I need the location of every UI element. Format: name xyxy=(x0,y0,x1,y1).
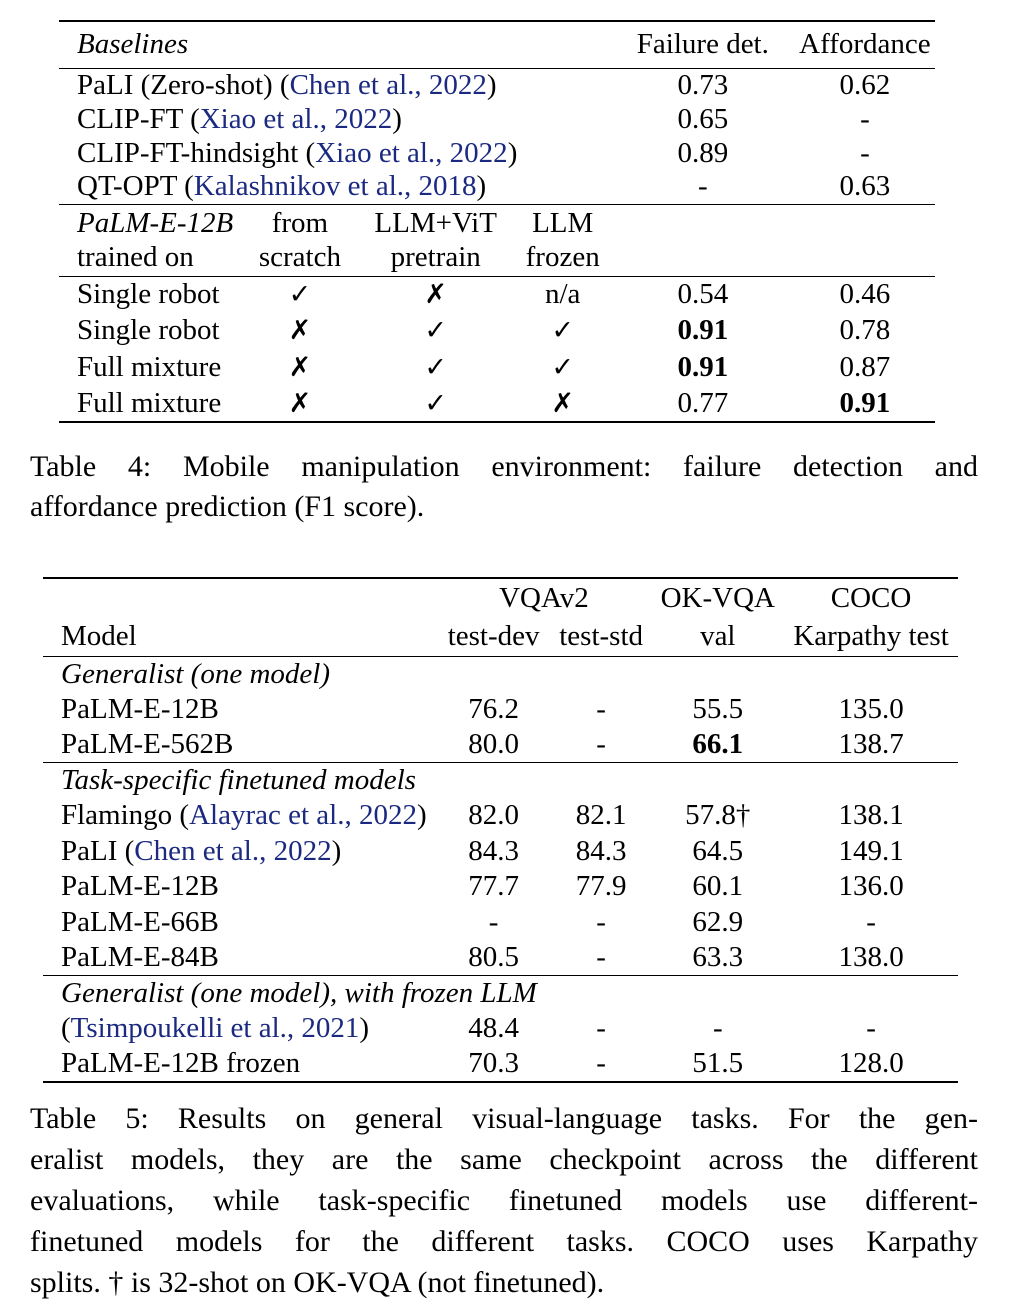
citation-link[interactable]: Xiao et al., 2022 xyxy=(315,136,508,169)
table-row xyxy=(59,136,935,170)
t5-header-test-std: test-std xyxy=(551,617,652,656)
cell-model: PaLM-E-562B xyxy=(61,728,234,760)
cell-model: PaLM-E-12B xyxy=(61,870,219,903)
cell-val: 62.9 xyxy=(692,905,744,938)
table-row-group-header xyxy=(43,578,958,617)
caption-line: Table 5: Results on general visual-language tasks. For the gen- xyxy=(30,1102,978,1135)
table-row xyxy=(43,1011,958,1047)
caption-line: splits. † is 32-shot on OK-VQA (not finetuned). xyxy=(30,1266,605,1299)
caption-line: evaluations, while task-specific finetuned models use different- xyxy=(30,1184,978,1217)
empty-cell xyxy=(795,204,935,276)
column-header-line: LLM xyxy=(532,207,594,239)
cell-test-dev: 80.0 xyxy=(468,728,519,760)
cell-val: 55.5 xyxy=(692,692,744,725)
t5-section-generalist: Generalist (one model) xyxy=(61,657,330,690)
cell-failure-det: 0.54 xyxy=(677,278,729,310)
table-row-section-header xyxy=(43,976,958,1012)
cell-test-dev: 82.0 xyxy=(468,799,519,832)
cell-coco: 128.0 xyxy=(838,1047,904,1080)
cell-llm-frozen: n/a xyxy=(544,278,581,310)
check-mark-icon: ✓ xyxy=(551,351,574,383)
cell-failure-det: 0.91 xyxy=(677,350,729,383)
citation-link[interactable]: Kalashnikov et al., 2018 xyxy=(193,170,477,203)
t4-header-baselines: Baselines xyxy=(59,21,611,68)
cross-mark-icon: ✗ xyxy=(424,279,447,310)
cell-test-std: - xyxy=(596,692,606,725)
citation-link[interactable]: Chen et al., 2022 xyxy=(134,834,332,867)
section-label-line2: trained on xyxy=(77,241,194,273)
model-name-suffix: ) xyxy=(392,102,402,135)
table-4-mobile-manipulation xyxy=(59,20,935,423)
model-name: Flamingo ( xyxy=(61,799,190,832)
table-row xyxy=(59,102,935,136)
check-mark-icon: ✓ xyxy=(551,315,574,347)
t4-baseline-label xyxy=(59,136,611,170)
cell-affordance: 0.91 xyxy=(839,386,891,419)
cell-test-dev: 80.5 xyxy=(468,941,519,973)
cell-val: 51.5 xyxy=(692,1047,744,1080)
cell-val: 63.3 xyxy=(692,941,744,973)
cell-test-std: 84.3 xyxy=(575,834,627,867)
cell-coco: 138.7 xyxy=(838,728,904,760)
t5-header-test-dev: test-dev xyxy=(436,617,550,656)
cell-test-dev: 77.7 xyxy=(468,870,519,903)
cell-coco: 138.0 xyxy=(838,941,904,973)
check-mark-icon: ✓ xyxy=(424,315,447,347)
cell-test-std: - xyxy=(596,1047,606,1080)
table-row xyxy=(59,21,935,68)
table-row-column-header xyxy=(43,617,958,656)
cell-test-dev: - xyxy=(488,905,499,938)
table-5-visual-language-results xyxy=(43,577,958,1083)
cell-val: 66.1 xyxy=(692,728,744,760)
table-row xyxy=(43,1047,958,1083)
column-header-line: pretrain xyxy=(390,241,481,273)
model-name: CLIP-FT ( xyxy=(77,102,200,135)
cell-coco: - xyxy=(866,1012,876,1045)
model-name-suffix: ) xyxy=(507,136,518,169)
t4-baseline-label xyxy=(59,170,611,204)
cell-failure-det: 0.91 xyxy=(677,314,729,347)
cell-test-std: 77.9 xyxy=(575,870,627,903)
t5-section-task-specific: Task-specific finetuned models xyxy=(43,763,958,799)
cell-val: 64.5 xyxy=(692,834,744,867)
t5-group-coco: COCO xyxy=(830,581,912,614)
cell-model: PaLM-E-84B xyxy=(61,941,219,973)
table-5-caption xyxy=(30,1098,978,1303)
cell-affordance: 0.63 xyxy=(795,170,935,204)
t4-header-llm-frozen xyxy=(515,204,611,276)
column-header-line: scratch xyxy=(258,241,341,273)
cell-affordance: 0.46 xyxy=(839,278,891,310)
table-row xyxy=(59,170,935,204)
t4-palme-header-label xyxy=(59,204,243,276)
t5-header-val: val xyxy=(651,617,784,656)
table-row-section-header xyxy=(59,204,935,276)
model-name-suffix: ) xyxy=(486,68,497,101)
cell-model: PaLM-E-12B frozen xyxy=(61,1047,301,1080)
table-row xyxy=(59,349,935,386)
citation-link[interactable]: Tsimpoukelli et al., 2021 xyxy=(70,1012,360,1045)
citation-link[interactable]: Xiao et al., 2022 xyxy=(199,102,393,135)
column-header-line: LLM+ViT xyxy=(374,207,497,239)
cell-affordance: 0.62 xyxy=(839,68,891,101)
empty-cell xyxy=(43,578,436,617)
cell-model xyxy=(43,834,436,870)
cross-mark-icon: ✗ xyxy=(288,387,312,419)
cross-mark-icon: ✗ xyxy=(288,315,312,347)
cell-test-dev: 76.2 xyxy=(468,692,519,725)
cell-model: PaLM-E-66B xyxy=(61,905,219,938)
t5-group-okvqa: OK-VQA xyxy=(660,581,775,614)
t4-header-failure-det: Failure det. xyxy=(611,21,795,68)
cell-trained-on: Full mixture xyxy=(77,350,222,383)
caption-line: affordance prediction (F1 score). xyxy=(30,490,425,523)
citation-link[interactable]: Chen et al., 2022 xyxy=(289,68,487,101)
model-name: PaLI ( xyxy=(61,834,135,867)
cell-model xyxy=(43,798,436,834)
model-name: CLIP-FT-hindsight ( xyxy=(77,136,316,169)
table-row-section-header xyxy=(43,656,958,692)
cell-coco: - xyxy=(866,905,876,938)
cell-val: - xyxy=(712,1012,723,1045)
cell-test-dev: 48.4 xyxy=(468,1012,519,1045)
check-mark-icon: ✓ xyxy=(288,279,312,310)
cell-trained-on: Single robot xyxy=(77,314,220,347)
cell-trained-on: Single robot xyxy=(77,278,220,310)
cell-trained-on: Full mixture xyxy=(77,386,222,419)
check-mark-icon: ✓ xyxy=(424,387,447,419)
column-header-line: frozen xyxy=(525,241,600,273)
model-name-suffix: ) xyxy=(416,799,427,832)
caption-line: eralist models, they are the same checkpoint across the different xyxy=(30,1143,978,1176)
t5-header-model: Model xyxy=(43,617,436,656)
cell-coco: 138.1 xyxy=(838,799,904,832)
t5-section-generalist-frozen: Generalist (one model), with frozen LLM xyxy=(43,976,958,1012)
cell-failure-det: 0.73 xyxy=(677,68,729,101)
cell-test-std: - xyxy=(596,905,606,938)
table-row xyxy=(43,692,958,728)
citation-link[interactable]: Alayrac et al., 2022 xyxy=(189,799,417,832)
cell-model xyxy=(43,1011,436,1047)
cell-failure-det: 0.89 xyxy=(677,136,729,169)
cell-test-dev: 84.3 xyxy=(468,834,519,867)
cross-mark-icon: ✗ xyxy=(551,387,574,419)
model-name-suffix: ) xyxy=(476,170,487,203)
t5-group-vqav2: VQAv2 xyxy=(499,581,589,614)
t4-header-llm-vit-pretrain xyxy=(357,204,515,276)
table-row xyxy=(43,869,958,905)
table-row xyxy=(43,905,958,941)
table-row xyxy=(59,68,935,102)
table-row xyxy=(43,798,958,834)
model-name-suffix: ) xyxy=(359,1012,370,1045)
cell-test-dev: 70.3 xyxy=(468,1047,519,1080)
t4-header-from-scratch xyxy=(243,204,357,276)
cross-mark-icon: ✗ xyxy=(288,351,312,383)
cell-failure-det: - xyxy=(611,170,795,204)
section-label-line1: PaLM-E-12B xyxy=(77,207,234,239)
cell-val: 57.8† xyxy=(685,799,751,832)
table-row xyxy=(43,727,958,763)
column-header-line: from xyxy=(271,207,329,239)
cell-model: PaLM-E-12B xyxy=(61,692,219,725)
model-name: QT-OPT ( xyxy=(77,170,194,203)
table-row-section-header xyxy=(43,763,958,799)
cell-coco: 149.1 xyxy=(838,834,904,867)
caption-line: Table 4: Mobile manipulation environment: failure detection and xyxy=(30,450,978,483)
table-row xyxy=(59,313,935,350)
cell-affordance: 0.78 xyxy=(839,314,891,347)
t4-baseline-label xyxy=(59,102,611,136)
check-mark-icon: ✓ xyxy=(424,351,447,383)
cell-val: 60.1 xyxy=(692,870,744,903)
model-name-suffix: ) xyxy=(331,834,342,867)
model-name: ( xyxy=(61,1012,71,1045)
t5-header-karpathy-test: Karpathy test xyxy=(784,617,958,656)
cell-affordance: - xyxy=(860,136,870,169)
t4-header-affordance: Affordance xyxy=(795,21,935,68)
cell-coco: 136.0 xyxy=(838,870,904,903)
empty-cell xyxy=(611,204,795,276)
cell-failure-det: 0.77 xyxy=(677,386,729,419)
table-row xyxy=(43,834,958,870)
model-name: PaLI (Zero-shot) ( xyxy=(77,68,290,101)
cell-affordance: - xyxy=(860,102,870,135)
t4-baseline-label xyxy=(59,68,611,102)
caption-line: finetuned models for the different tasks. COCO uses Karpathy xyxy=(30,1225,978,1258)
table-row xyxy=(43,940,958,976)
table-row xyxy=(59,386,935,423)
cell-test-std: 82.1 xyxy=(575,799,627,832)
table-row xyxy=(59,276,935,313)
cell-test-std: - xyxy=(596,1012,606,1045)
cell-test-std: - xyxy=(596,728,606,760)
cell-test-std: - xyxy=(596,941,606,973)
cell-coco: 135.0 xyxy=(838,692,904,725)
table-4-caption xyxy=(30,447,978,527)
cell-failure-det: 0.65 xyxy=(677,102,729,135)
cell-affordance: 0.87 xyxy=(839,350,891,383)
